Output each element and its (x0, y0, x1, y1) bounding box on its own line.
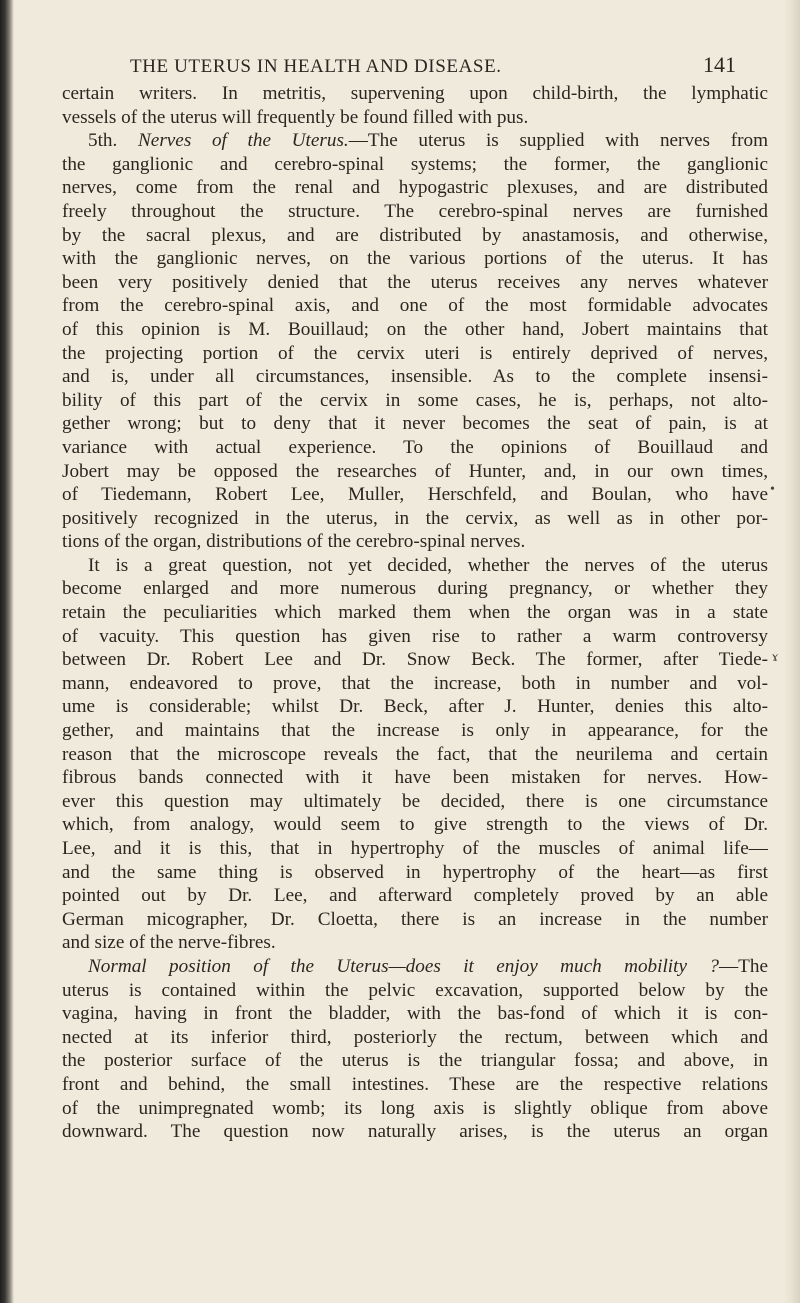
text-line: It is a great question, not yet decided, whether the nerves of the uterus (88, 554, 768, 576)
section-heading: Normal position of the Uterus—does it enjoy much mobility ? (88, 955, 719, 977)
text-line: gether wrong; but to deny that it never becomes the seat of pain, is at (62, 413, 768, 435)
text-line: vessels of the uterus will frequently be found filled with pus. (62, 106, 529, 128)
text-line: of Tiedemann, Robert Lee, Muller, Herschfeld, and Boulan, who have (62, 484, 768, 506)
page-number: 141 (703, 52, 736, 77)
text-line: nected at its inferior third, posteriorly the rectum, between which and (62, 1026, 768, 1048)
text-line: Lee, and it is this, that in hypertrophy of the muscles of animal life— (62, 838, 768, 859)
body-text (62, 82, 768, 1144)
text-line: the posterior surface of the uterus is the triangular fossa; and above, in (62, 1050, 768, 1072)
text-line: pointed out by Dr. Lee, and afterward completely proved by an able (62, 885, 768, 907)
text-line: of this opinion is M. Bouillaud; on the other hand, Jobert maintains that (62, 318, 768, 340)
text-line: reason that the microscope reveals the fact, that the neurilema and certain (62, 743, 768, 765)
text-line: fibrous bands connected with it have been mistaken for nerves. How- (62, 767, 768, 789)
text-line: variance with actual experience. To the opinions of Bouillaud and (62, 436, 768, 458)
running-title: THE UTERUS IN HEALTH AND DISEASE. (130, 56, 502, 77)
text-line: the projecting portion of the cervix uteri is entirely deprived of nerves, (62, 342, 768, 364)
text-span: —The uterus is supplied with nerves from (348, 130, 768, 152)
text-line: certain writers. In metritis, supervening upon child-birth, the lymphatic (62, 83, 768, 104)
binding-edge-left (0, 0, 14, 1303)
text-line: with the ganglionic nerves, on the various portions of the uterus. It has (62, 248, 768, 270)
text-line: and size of the nerve-fibres. (62, 932, 276, 954)
text-line: been very positively denied that the uterus receives any nerves whatever (62, 271, 768, 293)
text-line: which, from analogy, would seem to give strength to the views of Dr. (62, 814, 768, 836)
text-line: of vacuity. This question has given rise to rather a warm controversy (62, 625, 768, 647)
text-line: bility of this part of the cervix in some cases, he is, perhaps, not alto- (62, 389, 768, 411)
text-line: vagina, having in front the bladder, with the bas-fond of which it is con- (62, 1003, 768, 1025)
section-heading-line (62, 129, 768, 153)
text-line: nerves, come from the renal and hypogastric plexuses, and are distributed (62, 177, 768, 199)
text-line: tions of the organ, distributions of the cerebro-spinal nerves. (62, 531, 526, 553)
text-line: the ganglionic and cerebro-spinal systems; the former, the ganglionic (62, 153, 768, 175)
text-line: become enlarged and more numerous during pregnancy, or whether they (62, 578, 768, 600)
text-line: gether, and maintains that the increase is only in appearance, for the (62, 720, 768, 742)
text-line: downward. The question now naturally arises, is the uterus an organ (62, 1121, 768, 1143)
text-line: and is, under all circumstances, insensible. As to the complete insensi- (62, 366, 768, 388)
text-line: of the unimpregnated womb; its long axis is slightly oblique from above (62, 1097, 768, 1119)
text-line: Jobert may be opposed the researches of Hunter, and, in our own times, (62, 460, 768, 482)
text-line: front and behind, the small intestines. These are the respective relations (62, 1073, 768, 1095)
text-line: by the sacral plexus, and are distributed by anastamosis, and otherwise, (62, 224, 768, 246)
text-line: and the same thing is observed in hypertrophy of the heart—as first (62, 861, 768, 883)
text-line: German micographer, Dr. Cloetta, there is an increase in the number (62, 908, 768, 930)
text-line: retain the peculiarities which marked them when the organ was in a state (62, 602, 768, 624)
text-line: between Dr. Robert Lee and Dr. Snow Beck. The former, after Tiede- (62, 649, 768, 671)
text-line: positively recognized in the uterus, in the cervix, as well as in other por- (62, 507, 768, 529)
section-heading-line (62, 955, 768, 979)
margin-mark: • (770, 482, 775, 497)
margin-mark: ɤ (772, 650, 779, 665)
text-line: from the cerebro-spinal axis, and one of the most formidable advocates (62, 295, 768, 317)
section-number: 5th. (88, 130, 138, 152)
text-line: ume is considerable; whilst Dr. Beck, after J. Hunter, denies this alto- (62, 696, 768, 718)
page-header (96, 52, 736, 86)
text-line: uterus is contained within the pelvic excavation, supported below by the (62, 979, 768, 1001)
page-edge-right (784, 0, 800, 1303)
text-line: mann, endeavored to prove, that the increase, both in number and vol- (62, 672, 768, 694)
text-line: freely throughout the structure. The cerebro-spinal nerves are furnished (62, 200, 768, 222)
text-line: ever this question may ultimately be decided, there is one circumstance (62, 790, 768, 812)
text-span: —The (718, 955, 768, 977)
section-heading: Nerves of the Uterus. (138, 130, 349, 152)
